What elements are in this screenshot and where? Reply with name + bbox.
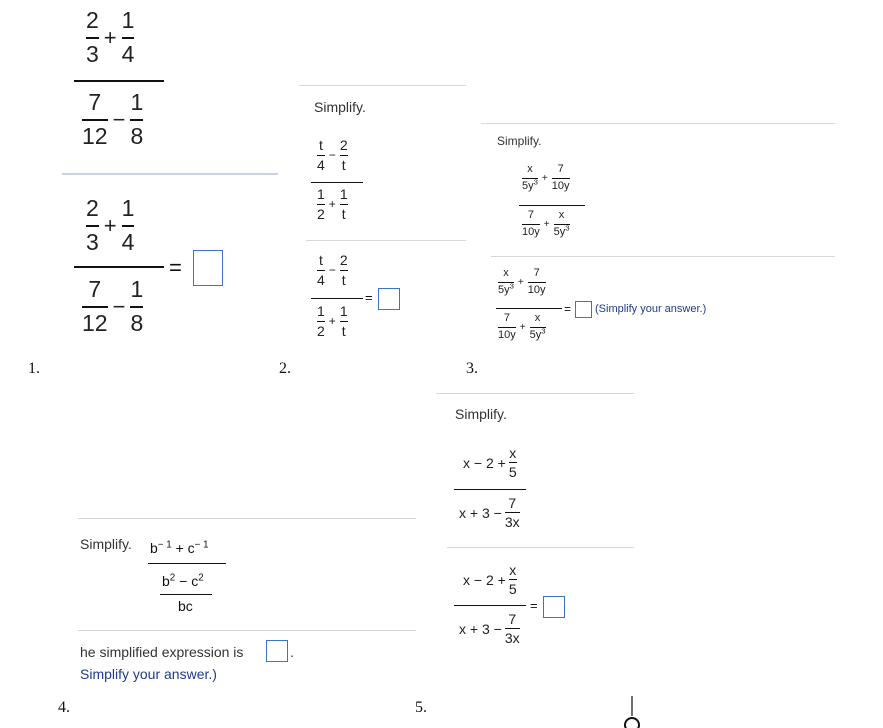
p5-top-divider bbox=[436, 393, 634, 394]
p3-ans-bot-a-den: 10y bbox=[498, 329, 516, 341]
p1-ans-top-a-num: 2 bbox=[86, 195, 99, 221]
p2-answer-bottom-sum bbox=[317, 304, 348, 338]
cursor-icon bbox=[620, 694, 644, 728]
p3-bot-b-den-sup: 3 bbox=[565, 223, 570, 233]
p2-ans-top-op: − bbox=[328, 263, 336, 277]
p3-ans-bot-b-num: x bbox=[534, 312, 541, 324]
p2-prompt: Simplify. bbox=[314, 99, 366, 115]
p3-ans-bot-b-den: 5y bbox=[529, 329, 542, 341]
p1-number: 1. bbox=[28, 360, 40, 377]
p2-top-b-den: t bbox=[341, 157, 346, 173]
p3-ans-top-b-den: 10y bbox=[527, 284, 546, 296]
p2-top-a-den: 4 bbox=[317, 157, 325, 173]
p3-top-divider bbox=[481, 123, 835, 124]
p3-bot-b-den: 5y bbox=[553, 226, 566, 238]
p4-den-num-b-sup: 2 bbox=[169, 572, 176, 584]
p2-ans-bot-a-num: 1 bbox=[317, 303, 325, 319]
p1-ans-bot-b-den: 8 bbox=[130, 310, 144, 336]
p4-prompt: Simplify. bbox=[80, 536, 132, 552]
p4-numerator bbox=[150, 540, 209, 556]
p4-num-b: b bbox=[150, 540, 158, 556]
p4-hint: Simplify your answer.) bbox=[80, 666, 217, 682]
p3-top-b-num: 7 bbox=[557, 163, 564, 175]
p2-ans-top-b-num: 2 bbox=[339, 252, 348, 268]
p3-top-op: + bbox=[541, 172, 548, 184]
p5-ans-bot-lead: x + 3 − bbox=[459, 620, 502, 637]
p1-bot-op: − bbox=[112, 106, 126, 132]
p1-answer-box[interactable] bbox=[193, 250, 223, 286]
p2-mid-divider bbox=[306, 240, 466, 241]
p3-bot-op: + bbox=[543, 218, 550, 230]
p5-top-frac-num: x bbox=[509, 445, 517, 461]
p3-top-b-den: 10y bbox=[551, 180, 570, 192]
p1-top-sum bbox=[86, 9, 134, 66]
p3-ans-top-b-num: 7 bbox=[533, 267, 540, 279]
p1-divider bbox=[62, 173, 278, 175]
p3-answer-fraction-bar bbox=[496, 308, 562, 309]
p5-equals: = bbox=[530, 598, 538, 613]
p1-bot-b-num: 1 bbox=[130, 89, 144, 115]
p5-top-lead: x − 2 + bbox=[463, 454, 506, 471]
p1-top-op: + bbox=[103, 24, 117, 50]
p4-inner-fraction-bar bbox=[160, 594, 212, 595]
p5-bot-lead: x + 3 − bbox=[459, 504, 502, 521]
p4-den-den: bc bbox=[178, 598, 193, 614]
p2-bot-b-num: 1 bbox=[339, 186, 348, 202]
p5-ans-bot-frac-den: 3x bbox=[504, 630, 520, 646]
p3-ans-top-a-den: 5y bbox=[498, 284, 510, 296]
p5-main-fraction-bar bbox=[454, 489, 526, 490]
p2-bot-a-den: 2 bbox=[317, 206, 325, 222]
p5-ans-top-lead: x − 2 + bbox=[463, 571, 506, 588]
p4-main-fraction-bar bbox=[148, 563, 226, 564]
p5-answer-bottom-expression bbox=[456, 612, 520, 645]
p3-main-fraction-bar bbox=[519, 205, 585, 206]
p2-ans-bot-b-den: t bbox=[341, 323, 346, 339]
p3-answer-top-sum bbox=[498, 268, 546, 296]
p1-equals: = bbox=[169, 255, 182, 280]
p3-bot-a-den: 10y bbox=[522, 226, 540, 238]
p5-answer-top-expression bbox=[460, 563, 517, 596]
p5-bot-frac-num: 7 bbox=[508, 495, 517, 511]
p1-top-a-den: 3 bbox=[86, 41, 99, 67]
p1-bot-a-den: 12 bbox=[82, 123, 108, 149]
p2-top-divider bbox=[299, 85, 466, 86]
p2-top-op: − bbox=[328, 148, 336, 162]
p1-answer-top-sum bbox=[86, 197, 134, 254]
p2-bot-op: + bbox=[328, 197, 336, 211]
p2-ans-bot-op: + bbox=[328, 314, 336, 328]
p2-bot-b-den: t bbox=[341, 206, 346, 222]
p4-top-divider bbox=[78, 518, 416, 519]
p1-answer-fraction-bar bbox=[74, 266, 164, 268]
p2-bot-a-num: 1 bbox=[317, 186, 325, 202]
p2-equals: = bbox=[365, 290, 373, 305]
p5-ans-top-frac-den: 5 bbox=[508, 581, 517, 597]
p1-bot-a-num: 7 bbox=[88, 89, 102, 115]
p3-mid-divider bbox=[491, 256, 835, 257]
p5-answer-fraction-bar bbox=[454, 605, 526, 606]
p3-top-sum bbox=[522, 164, 570, 192]
p1-ans-bot-op: − bbox=[112, 293, 126, 319]
p1-ans-bot-b-num: 1 bbox=[130, 276, 144, 302]
p4-den-num-c: c bbox=[191, 573, 199, 589]
p2-ans-top-b-den: t bbox=[341, 272, 346, 288]
p1-top-b-num: 1 bbox=[121, 7, 135, 33]
p2-answer-box[interactable] bbox=[378, 288, 400, 310]
p5-number: 5. bbox=[415, 699, 427, 716]
p3-answer-bottom-sum bbox=[498, 313, 546, 341]
p3-prompt: Simplify. bbox=[497, 134, 542, 148]
p3-top-a-den-sup: 3 bbox=[533, 177, 538, 187]
p4-den-numerator bbox=[162, 573, 204, 589]
p3-ans-bot-a-num: 7 bbox=[503, 312, 510, 324]
p5-top-expression bbox=[460, 446, 517, 479]
p2-bottom-sum bbox=[317, 187, 348, 221]
p4-den-num-op: − bbox=[179, 573, 188, 589]
p1-top-b-den: 4 bbox=[121, 41, 135, 67]
p1-ans-top-b-den: 4 bbox=[121, 229, 135, 255]
p5-top-frac-den: 5 bbox=[508, 464, 517, 480]
p3-ans-top-op: + bbox=[517, 276, 524, 288]
p3-bottom-sum bbox=[522, 210, 570, 238]
p3-equals: = bbox=[564, 302, 572, 316]
p2-ans-bot-b-num: 1 bbox=[339, 303, 348, 319]
p2-top-difference bbox=[317, 138, 348, 172]
p5-ans-bot-frac-num: 7 bbox=[508, 611, 517, 627]
p2-ans-top-a-num: t bbox=[318, 252, 323, 268]
p1-bottom-difference bbox=[82, 91, 143, 148]
p4-num-c-sup: − 1 bbox=[194, 539, 209, 551]
p3-bot-a-num: 7 bbox=[527, 209, 534, 221]
p5-prompt: Simplify. bbox=[455, 406, 507, 422]
p1-top-a-num: 2 bbox=[86, 7, 99, 33]
p4-den-num-c-sup: 2 bbox=[198, 572, 204, 584]
p4-num-op: + bbox=[175, 540, 184, 556]
p2-top-b-num: 2 bbox=[339, 137, 348, 153]
p3-ans-top-a-den-sup: 3 bbox=[509, 281, 514, 291]
p3-ans-bot-op: + bbox=[519, 321, 526, 333]
p3-hint: (Simplify your answer.) bbox=[595, 303, 707, 315]
p3-ans-bot-b-den-sup: 3 bbox=[541, 326, 546, 336]
p1-ans-top-a-den: 3 bbox=[86, 229, 99, 255]
p4-answer-box[interactable] bbox=[266, 640, 288, 662]
p2-number: 2. bbox=[279, 360, 291, 377]
p3-number: 3. bbox=[466, 360, 478, 377]
p3-bot-b-num: x bbox=[558, 209, 565, 221]
p2-ans-bot-a-den: 2 bbox=[317, 323, 325, 339]
p1-ans-top-op: + bbox=[103, 212, 117, 238]
p1-ans-bot-a-num: 7 bbox=[88, 276, 102, 302]
p1-bot-b-den: 8 bbox=[130, 123, 144, 149]
p5-ans-top-frac-num: x bbox=[509, 562, 517, 578]
p4-num-b-sup: − 1 bbox=[157, 539, 172, 551]
p3-ans-top-a-num: x bbox=[503, 267, 509, 279]
p4-mid-divider bbox=[78, 630, 416, 631]
p5-bottom-expression bbox=[456, 496, 520, 529]
p4-den-num-b: b bbox=[162, 573, 170, 589]
p4-num-c: c bbox=[187, 540, 195, 556]
p3-answer-box[interactable] bbox=[575, 301, 592, 318]
p4-number: 4. bbox=[58, 699, 70, 716]
p5-mid-divider bbox=[447, 547, 634, 548]
p2-answer-fraction-bar bbox=[311, 298, 363, 299]
p3-top-a-num: x bbox=[527, 163, 533, 175]
p2-main-fraction-bar bbox=[311, 182, 363, 183]
p4-answer-end: . bbox=[290, 644, 294, 660]
p3-top-a-den: 5y bbox=[522, 180, 534, 192]
p1-answer-bottom-difference bbox=[82, 278, 143, 335]
p1-ans-bot-a-den: 12 bbox=[82, 310, 108, 336]
p1-ans-top-b-num: 1 bbox=[121, 195, 135, 221]
p4-answer-label: he simplified expression is bbox=[80, 644, 244, 660]
p2-ans-top-a-den: 4 bbox=[317, 272, 325, 288]
p2-top-a-num: t bbox=[318, 137, 323, 153]
p2-answer-top-difference bbox=[317, 253, 348, 287]
p5-bot-frac-den: 3x bbox=[504, 514, 520, 530]
p1-main-fraction-bar bbox=[74, 80, 164, 82]
p5-answer-box[interactable] bbox=[543, 596, 565, 618]
